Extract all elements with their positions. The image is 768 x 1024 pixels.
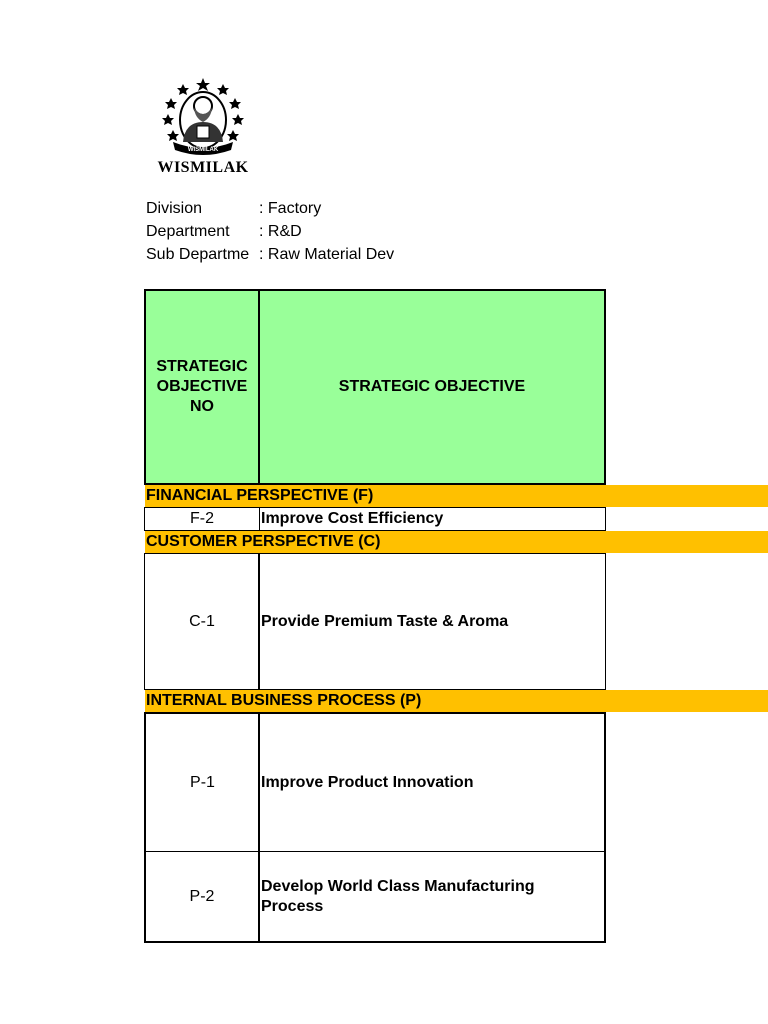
sub-department-value: : Raw Material Dev [259, 246, 395, 263]
section-internal-process: INTERNAL BUSINESS PROCESS (P) [145, 690, 768, 712]
division-line [146, 197, 446, 220]
division-label: Division [146, 200, 203, 217]
logo-wordmark: WISMILAK [157, 159, 249, 176]
header-objective-no-text: STRATEGIC OBJECTIVE NO [156, 358, 248, 415]
row-p2-objective [258, 851, 606, 943]
row-f2-no-text: F-2 [190, 510, 214, 527]
row-f2-no [144, 507, 260, 531]
header-objective-text: STRATEGIC OBJECTIVE [338, 378, 526, 395]
wismilak-logo [145, 76, 261, 182]
row-f2-objective [259, 507, 606, 531]
row-p1-objective-text: Improve Product Innovation [261, 773, 474, 791]
row-p2-no [144, 851, 260, 943]
row-p2-no-text: P-2 [189, 887, 215, 905]
row-c1-no-text: C-1 [189, 612, 215, 630]
section-customer: CUSTOMER PERSPECTIVE (C) [145, 531, 768, 553]
row-c1-no [144, 553, 260, 690]
sub-department-label: Sub Departme [146, 246, 250, 263]
row-c1-objective [258, 553, 606, 690]
row-p1-no [144, 712, 260, 852]
department-label: Department [146, 223, 230, 240]
sub-department-line [146, 243, 446, 266]
header-objective [258, 289, 606, 485]
row-f2-objective-text: Improve Cost Efficiency [261, 510, 444, 527]
department-line [146, 220, 446, 243]
section-financial: FINANCIAL PERSPECTIVE (F) [145, 485, 768, 507]
row-p1-objective [258, 712, 606, 852]
wismilak-emblem-icon [161, 76, 245, 160]
row-p2-objective-text: Develop World Class Manufacturing Process [261, 877, 535, 915]
row-c1-objective-text: Provide Premium Taste & Aroma [261, 612, 509, 630]
department-value: : R&D [259, 223, 302, 240]
svg-text:WISMILAK: WISMILAK [187, 147, 219, 153]
row-p1-no-text: P-1 [190, 773, 215, 791]
header-objective-no [144, 289, 260, 485]
division-value: : Factory [259, 200, 322, 217]
